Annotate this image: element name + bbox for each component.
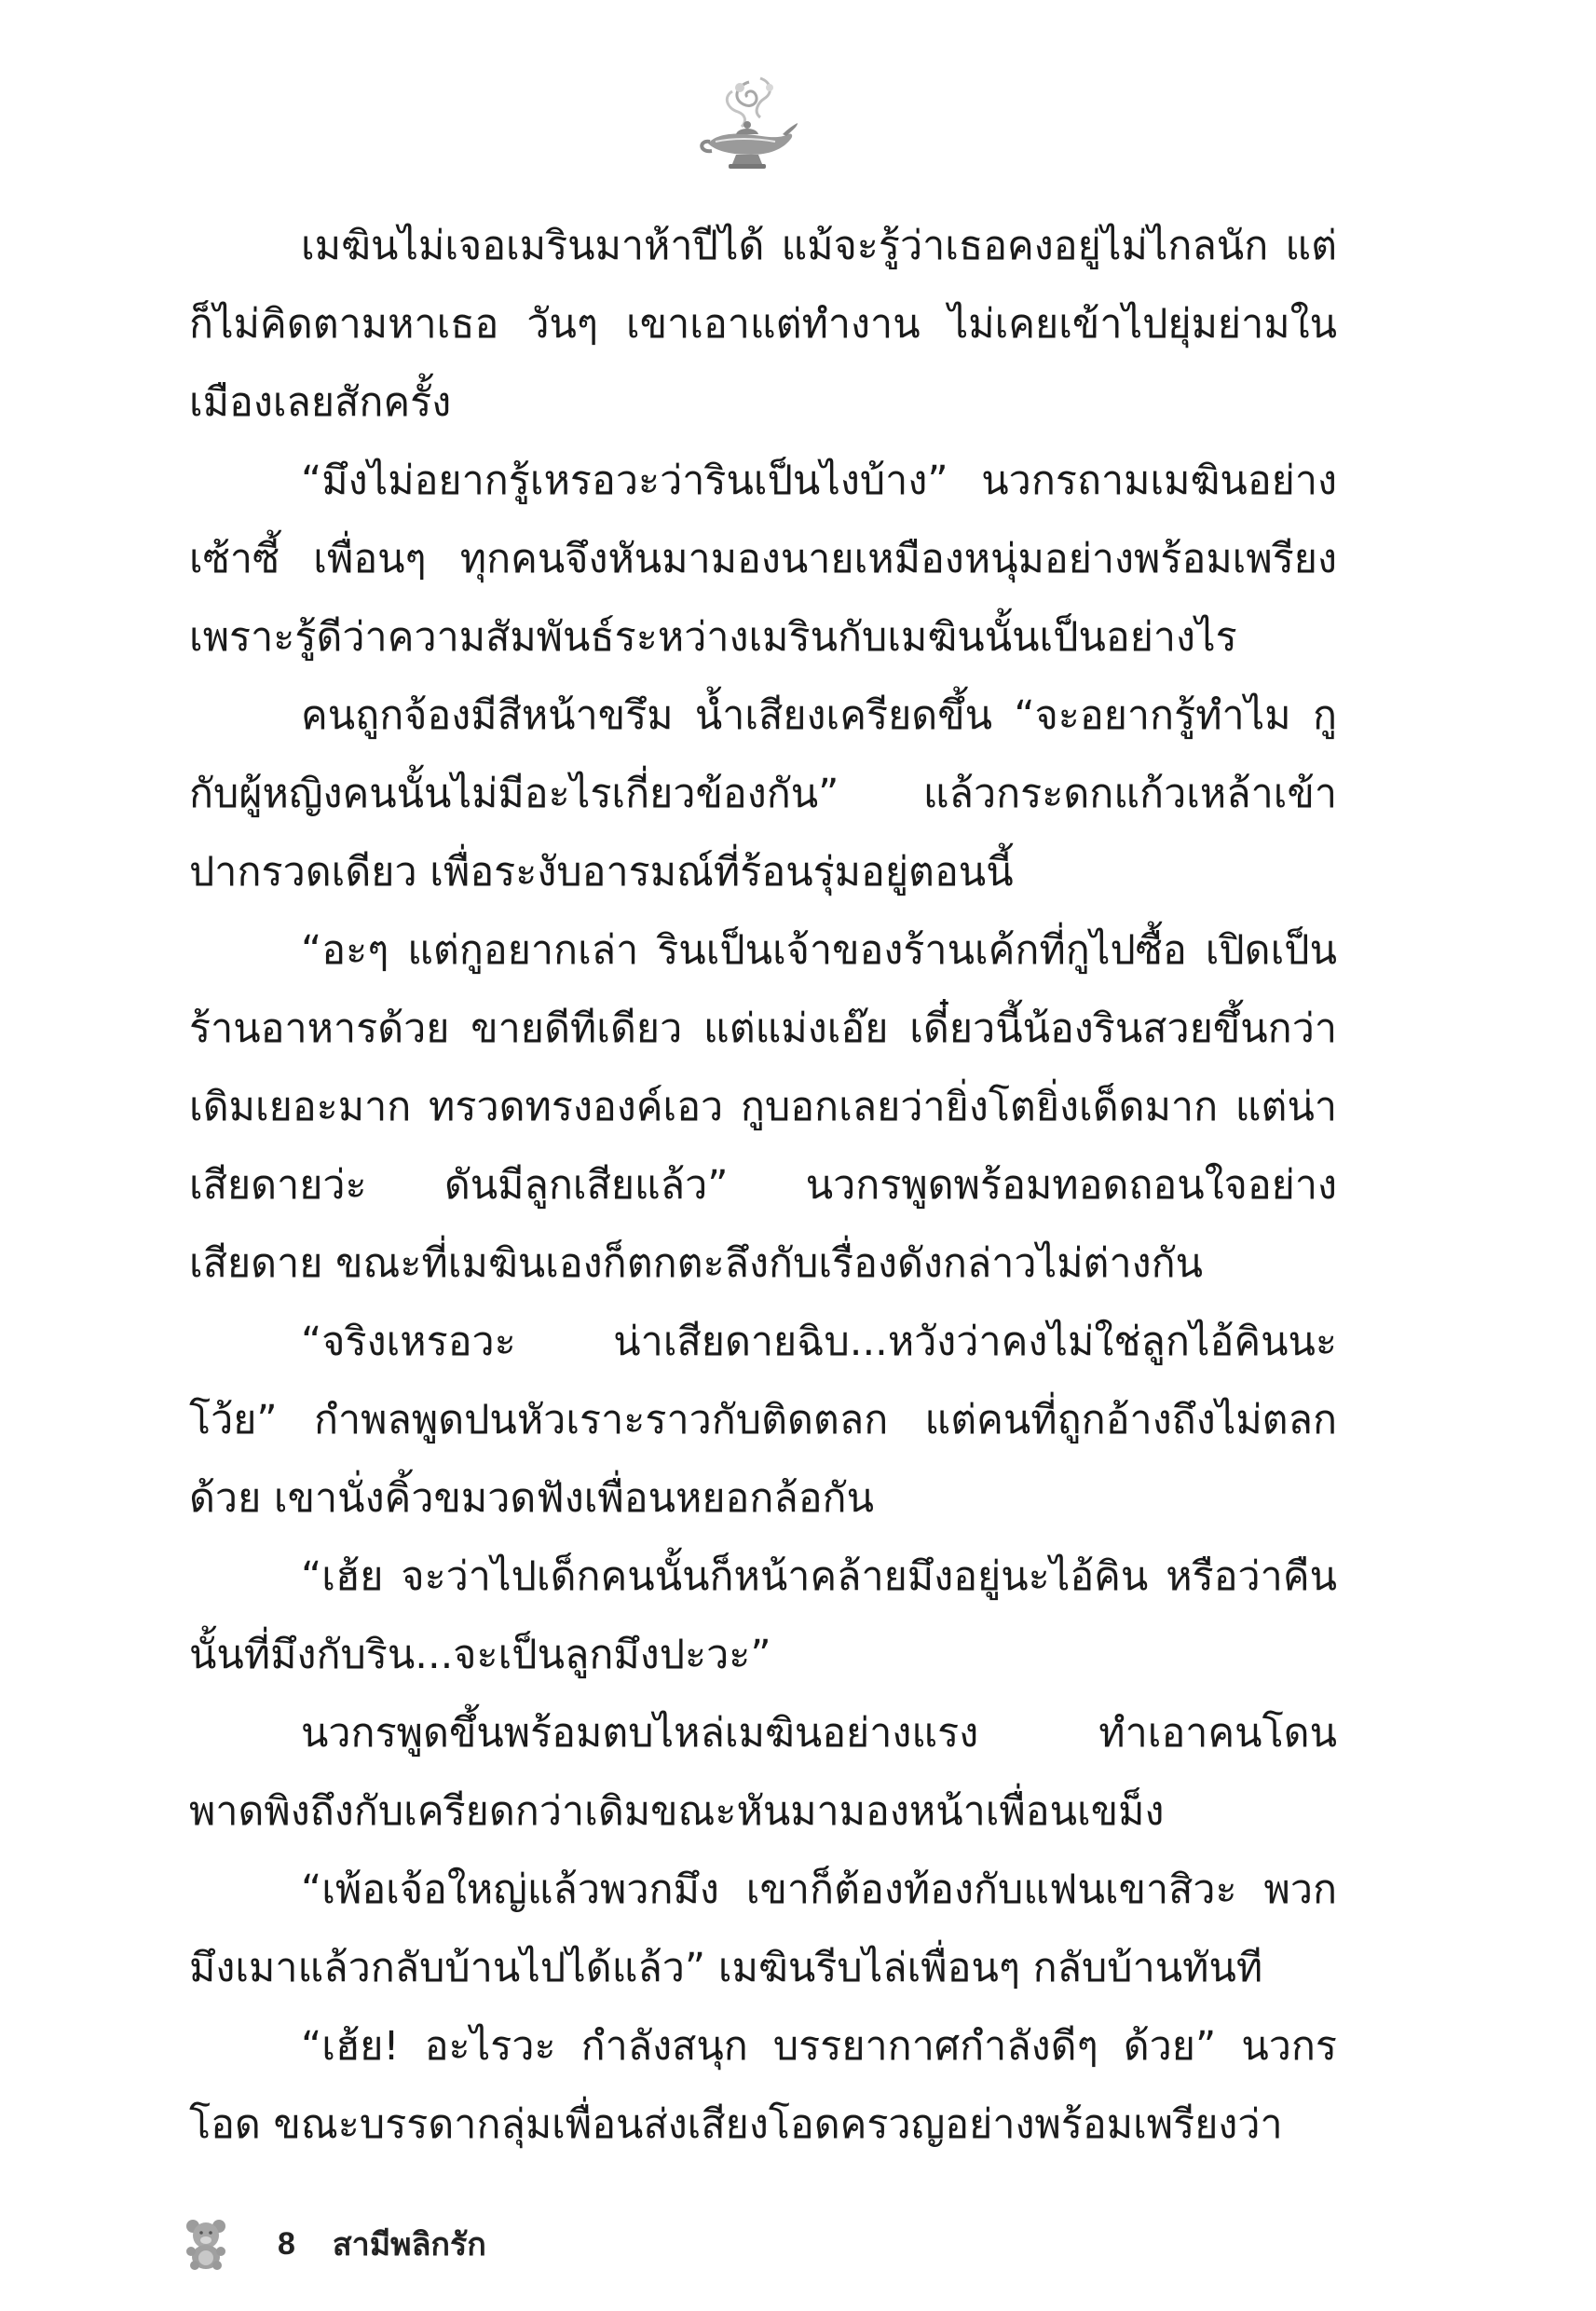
magic-lamp-icon: [695, 75, 799, 177]
paragraph: “เพ้อเจ้อใหญ่แล้วพวกมึง เขาก็ต้องท้องกับแฟนเขาสิวะ พวกมึงเมาแล้วกลับบ้านไปได้แล้ว” เมฆินรีบไล่เพื่อนๆ กลับบ้านทันที: [189, 1867, 1337, 1991]
paragraph: นวกรพูดขึ้นพร้อมตบไหล่เมฆินอย่างแรง ทำเอาคนโดนพาดพิงถึงกับเครียดกว่าเดิมขณะหันมามองหน้าเพื่อนเขม็ง: [189, 1710, 1337, 1835]
paragraph: คนถูกจ้องมีสีหน้าขรึม น้ำเสียงเครียดขึ้น “จะอยากรู้ทำไม กูกับผู้หญิงคนนั้นไม่มีอะไรเกี่ยวข้องกัน” แล้วกระดกแก้วเหล้าเข้าปากรวดเดียว เพื่อระงับอารมณ์ที่ร้อนรุ่มอยู่ตอนนี้: [189, 692, 1337, 896]
book-title: สามีพลิกรัก: [332, 2226, 486, 2263]
paragraph: “เฮ้ย! อะไรวะ กำลังสนุก บรรยากาศกำลังดีๆ ด้วย” นวกรโอด ขณะบรรดากลุ่มเพื่อนส่งเสียงโอดครวญอย่างพร้อมเพรียงว่า: [189, 2023, 1337, 2148]
teddy-bear-icon: [183, 2218, 229, 2270]
paragraph: “เฮ้ย จะว่าไปเด็กคนนั้นก็หน้าคล้ายมึงอยู่นะไอ้คิน หรือว่าคืนนั้นที่มึงกับริน...จะเป็นลูกมึงปะวะ”: [189, 1553, 1337, 1678]
page-footer: [183, 2210, 486, 2277]
paragraph: “จริงเหรอวะ น่าเสียดายฉิบ...หวังว่าคงไม่ใช่ลูกไอ้คินนะโว้ย” กำพลพูดปนหัวเราะราวกับติดตลก แต่คนที่ถูกอ้างถึงไม่ตลกด้วย เขานั่งคิ้วขมวดฟังเพื่อนหยอกล้อกัน: [189, 1319, 1337, 1522]
paragraph: “อะๆ แต่กูอยากเล่า รินเป็นเจ้าของร้านเค้กที่กูไปซื้อ เปิดเป็นร้านอาหารด้วย ขายดีทีเดียว แต่แม่งเอ๊ย เดี๋ยวนี้น้องรินสวยขึ้นกว่าเดิมเยอะมาก ทรวดทรงองค์เอว กูบอกเลยว่ายิ่งโตยิ่งเด็ดมาก แต่น่าเสียดายว่ะ ดันมีลูกเสียแล้ว” นวกรพูดพร้อมทอดถอนใจอย่างเสียดาย ขณะที่เมฆินเองก็ตกตะลึงกับเรื่องดังกล่าวไม่ต่างกัน: [189, 927, 1337, 1287]
page-number: 8: [278, 2225, 295, 2262]
paragraph: เมฆินไม่เจอเมรินมาห้าปีได้ แม้จะรู้ว่าเธอคงอยู่ไม่ไกลนัก แต่ก็ไม่คิดตามหาเธอ วันๆ เขาเอาแต่ทำงาน ไม่เคยเข้าไปยุ่มย่ามในเมืองเลยสักครั้ง: [189, 223, 1337, 426]
paragraph: “มึงไม่อยากรู้เหรอวะว่ารินเป็นไงบ้าง” นวกรถามเมฆินอย่างเซ้าซี้ เพื่อนๆ ทุกคนจึงหันมามองนายเหมืองหนุ่มอย่างพร้อมเพรียง เพราะรู้ดีว่าความสัมพันธ์ระหว่างเมรินกับเมฆินนั้นเป็นอย่างไร: [189, 458, 1337, 661]
chapter-body-text: [189, 207, 1337, 2164]
